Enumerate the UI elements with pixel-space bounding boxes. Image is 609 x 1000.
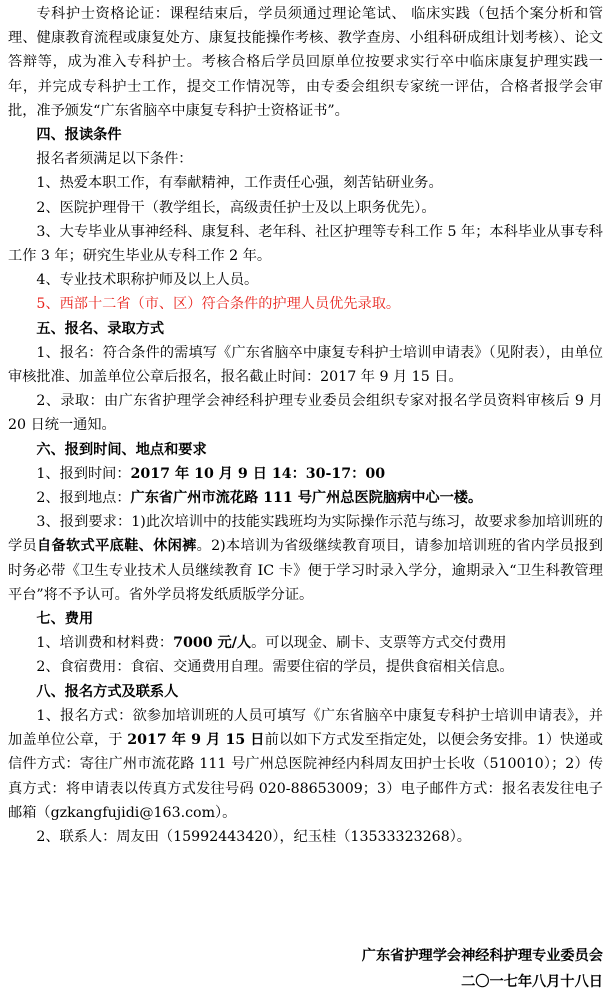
section-4-item-1: 1、热爱本职工作，有奉献精神，工作责任心强，刻苦钻研业务。 bbox=[36, 175, 443, 192]
requirements-text-a: 3、报到要求：1)此次培训中的技能实践班均为实际操作示范与练习，故要求参加培训班的学员 bbox=[8, 514, 603, 555]
section-6-place bbox=[8, 486, 603, 510]
section-8-heading: 八、报名方式及联系人 bbox=[36, 683, 179, 700]
signature-date: 二〇一七年八月十八日 bbox=[461, 974, 603, 990]
section-6-time bbox=[8, 462, 603, 486]
section-4-heading: 四、报读条件 bbox=[36, 127, 122, 144]
section-7-heading: 七、费用 bbox=[36, 611, 94, 628]
section-7-lodging: 2、食宿费用：食宿、交通费用自理。需要住宿的学员，提供食宿相关信息。 bbox=[36, 659, 514, 676]
section-5-registration: 1、报名：符合条件的需填写《广东省脑卒中康复专科护士培训申请表》（见附表），由单位审核批准、加盖单位公章后报名，报名截止时间：2017 年 9 月 15 日。 bbox=[8, 344, 603, 386]
requirements-text-b: 。2)本培训为省级继续教育项目，请参加培训班的省内学员报到时务必带《卫生专业技术人员继续教育 IC 卡》便于学习时录入学分，逾期录入“卫生科教管理平台”将不予认可。省外学员将发纸质版学分证。 bbox=[8, 538, 603, 603]
fee-payment-methods: 。可以现金、刷卡、支票等方式交付费用 bbox=[251, 635, 507, 652]
section-5-admission: 2、录取：由广东省护理学会神经科护理专业委员会组织专家对报名学员资料审核后 9 月 20 日统一通知。 bbox=[8, 393, 603, 434]
section-8-method bbox=[8, 704, 603, 825]
section-4-intro: 报名者须满足以下条件： bbox=[36, 151, 193, 168]
section-4-item-2: 2、医院护理骨干（教学组长，高级责任护士及以上职务优先）。 bbox=[36, 199, 436, 216]
report-time-label: 1、报到时间： bbox=[36, 465, 131, 482]
fee-amount: 7000 元/人 bbox=[173, 635, 252, 652]
report-place-value: 广东省广州市流花路 111 号广州总医院脑病中心一楼。 bbox=[130, 490, 483, 507]
report-time-value: 2017 年 10 月 9 日 14：30-17：00 bbox=[130, 465, 386, 482]
section-6-requirements bbox=[8, 510, 603, 607]
section-4-item-3: 3、大专毕业从事神经科、康复科、老年科、社区护理等专科工作 5 年；本科毕业从事专科工作 3 年；研究生毕业从专科工作 2 年。 bbox=[8, 223, 603, 265]
section-4-item-4: 4、专业技术职称护师及以上人员。 bbox=[36, 272, 259, 289]
method-text-a: 1、报名方式：欲参加培训班的人员可填写《广东省脑卒中康复专科护士培训申请表》，并加盖单位公章，于 bbox=[8, 707, 603, 749]
report-place-label: 2、报到地点： bbox=[36, 490, 131, 507]
section-8-contacts: 2、联系人：周友田（15992443420），纪玉桂（13533323268）。 bbox=[36, 828, 471, 845]
requirements-shoes-note: 自备软式平底鞋、休闲裤 bbox=[37, 538, 197, 555]
section-5-heading: 五、报名、录取方式 bbox=[36, 320, 165, 337]
certification-paragraph: 专科护士资格论证：课程结束后，学员须通过理论笔试、 临床实践（包括个案分析和管理、健康教育流程或康复处方、康复技能操作考核、教学查房、小组科研成组计划考核）、论文答辩等，成为准入专科护士。考核合格后学员回原单位按要求实行卒中临床康复护理实践一年，并完成专科护士工作，提交工作情况等，由专委会组织专家统一评估，合格者报学会审批，准予颁发“广东省脑卒中康复专科护士资格证书”。 bbox=[8, 6, 603, 119]
method-text-b: 前以如下方式发至指定处，以便会务安排。1）快递或信件方式：寄往广州市流花路 111 号广州总医院神经内科周友田护士长收（510010）；2）传真方式：将申请表以传真方式发往号码 020-88653009；3）电子邮件方式：报名表发往电子邮箱（gzkangfujidi@163.com）。 bbox=[8, 732, 603, 821]
signature-organization: 广东省护理学会神经科护理专业委员会 bbox=[361, 948, 603, 964]
method-deadline: 2017 年 9 月 15 日 bbox=[127, 732, 265, 749]
fee-label: 1、培训费和材料费： bbox=[36, 635, 174, 652]
section-6-heading: 六、报到时间、地点和要求 bbox=[36, 441, 207, 458]
section-7-fee bbox=[8, 631, 603, 655]
section-4-item-5-priority: 5、西部十二省（市、区）符合条件的护理人员优先录取。 bbox=[36, 296, 401, 313]
